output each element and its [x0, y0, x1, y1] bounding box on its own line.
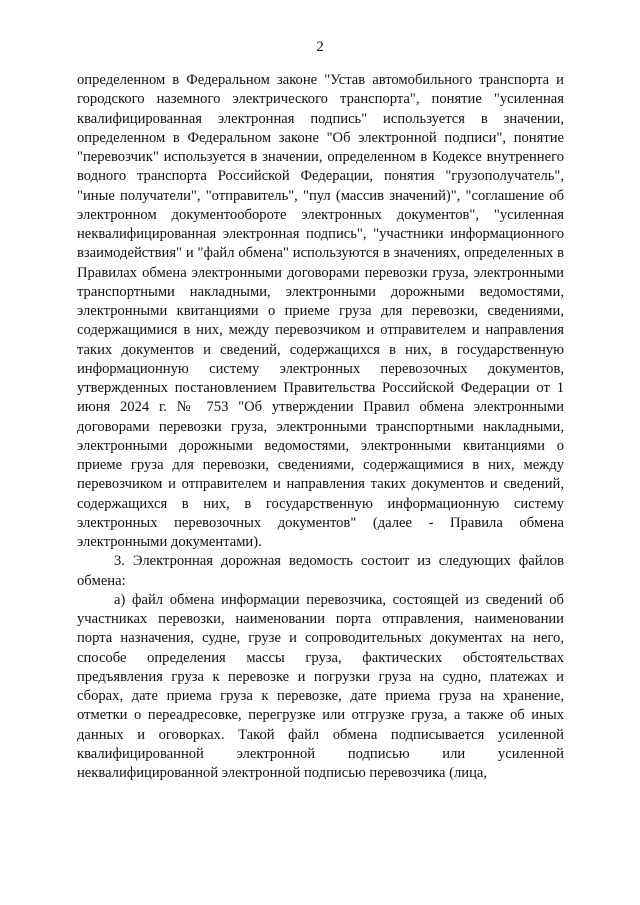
paragraph-item-3: 3. Электронная дорожная ведомость состоит из следующих файлов обмена: — [77, 553, 564, 589]
paragraph-continuation: определенном в Федеральном законе "Устав автомобильного транспорта и городского наземного электрического транспорта", понятие "усиленная квалифицированная электронная подпись" используется в значении, определенном в Федеральном законе "Об электронной подписи", понятие "перевозчик" используется в значении, определенном в Кодексе внутреннего водного транспорта Российской Федерации, понятия "грузополучатель", "иные получатели", "отправитель", "пул (массив значений)", "соглашение об электронном документообороте электронных документов", "усиленная неквалифицированная электронная подпись", "участники информационного взаимодействия" и "файл обмена" используются в значениях, определенных в Правилах обмена электронными договорами перевозки груза, электронными транспортными накладными, электронными дорожными ведомостями, электронными квитанциями о приеме груза для перевозки, сведениями, содержащимися в них, между перевозчиком и отправителем и направления таких документов и сведений, содержащихся в них, в государственную информационную систему электронных перевозочных документов, утвержденных постановлением Правительства Российской Федерации от 1 июня 2024 г. № 753 "Об утверждении Правил обмена электронными договорами перевозки груза, электронными транспортными накладными, электронными дорожными ведомостями, электронными квитанциями о приеме груза для перевозки, сведениями, содержащимися в них, между перевозчиком и отправителем и направления таких документов и сведений, содержащихся в них, в государственную информационную систему электронных перевозочных документов" (далее - Правила обмена электронными документами). — [77, 72, 564, 550]
document-body — [77, 71, 564, 783]
paragraph-item-3a: а) файл обмена информации перевозчика, состоящей из сведений об участниках перевозки, наименовании порта отправления, наименовании порта назначения, судне, грузе и сопроводительных документах на него, способе определения массы груза, фактических обстоятельствах предъявления груза к перевозке и погрузки груза на судно, платежах и сборах, дате приема груза к перевозке, дате приема груза на хранение, отметки о переадресовке, перегрузке или отгрузке груза, а также об иных данных и оговорках. Такой файл обмена подписывается усиленной квалифицированной электронной подписью или усиленной неквалифицированной электронной подписью перевозчика (лица, — [77, 591, 564, 781]
page-number: 2 — [316, 39, 324, 55]
